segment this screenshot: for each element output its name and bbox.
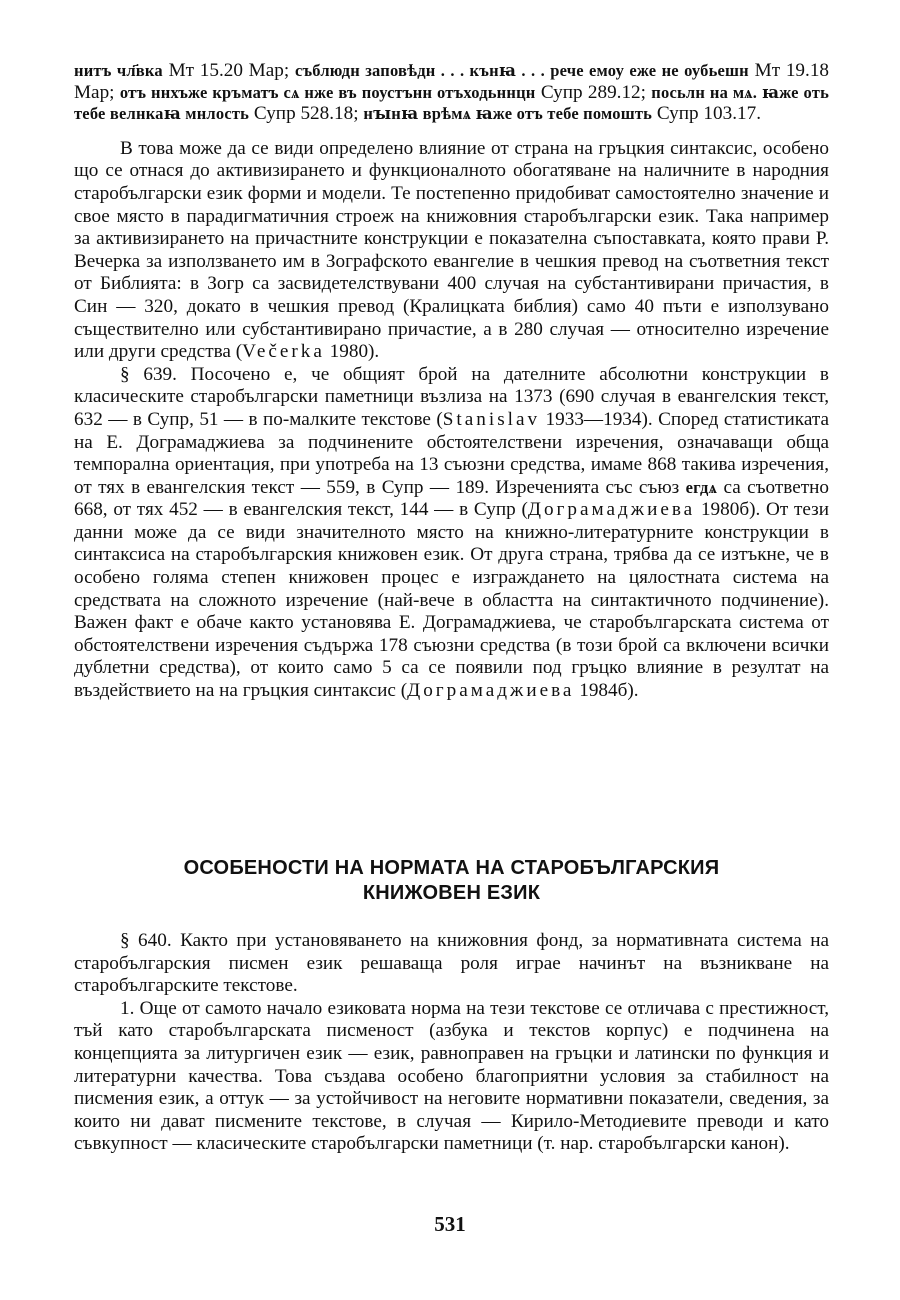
heading-line-1: ОСОБЕНОСТИ НА НОРМАТА НА СТАРОБЪЛГАРСКИЯ xyxy=(183,857,720,879)
page-number: 531 xyxy=(434,1212,466,1236)
paragraph-point-1: 1. Още от самото начало езиковата норма на тези текстове се отличава с престижност, тъй като старобългарската писменост (азбука и текстов корпус) е подчинена на концепцията за литургичен език — език, равноправен на гръцки и латински по функция и литературни качества. Това създава особено благоприятни условия за стабилност на писмения език, а оттук — за устойчивост на неговите нормативни показатели, сведения, за които ни дават писмените текстове, в случая — Кирило-Методиевите преводи и като съвкупност — класическите старобългарски паметници (т. нар. старобългарски канон). xyxy=(74,997,829,1155)
section-640 xyxy=(74,930,829,1156)
paragraph-text: § 639. Посочено е, че общият брой на дателните абсолютни конструкции в класическите старобългарски паметници възлиза на 1373 (690 случая в евангелския текст, 632 — в Супр, 51 — в по-малките текстове ( xyxy=(74,363,829,430)
page-body xyxy=(74,60,830,1155)
ocs-word: егдѧ xyxy=(685,477,718,497)
citation: Супр 528.18; xyxy=(249,103,364,125)
ocs-quote: отъ ннхъже кръматъ сѧ нже въ поустънн отъходьннцн xyxy=(119,82,536,102)
author-name: Дограмаджиева xyxy=(527,499,696,521)
paragraph-text: 1984б). xyxy=(574,680,639,702)
paragraph-text: В това може да се види определено влияние от страна на гръцкия синтаксис, особено що се отнася до активизирането и функционалното обогатяване на наличните в народния старобългарски език форми и модели. Те постепенно придобиват самостоятелно значение и свое място в парадигматичния строеж на книжовния старобългарски език. Така например за активизирането на причастните конструкции е показателна съпоставката, която прави Р. Вечерка за използването им в Зографското евангелие в чешкия превод на съответния текст от Библията: в Зогр са засвидетелствувани 400 случая на субстантивирани причастия, в Син — 320, докато в чешкия превод (Кралицката библия) само 40 пъти е използувано съществително или субстантивирано причастие, а в 280 случая — относително изречение или други средства ( xyxy=(74,137,829,363)
citation: Супр 289.12; xyxy=(535,81,652,103)
ocs-quote: посьлн на мѧ. ꙗже оть тебе велнкаꙗ мнлость xyxy=(74,82,829,124)
paragraph-text: 1933—1934). Според статистиката на Е. Дограмаджиева за подчинените обстоятелствени изречения, означаващи обща темпорална ориентация, при употреба на 13 съюзни средства, имаме 868 такива изречения, от тях в евангелския текст — 559, в Супр — 189. Изреченията със съюз xyxy=(74,408,829,498)
paragraph-examples xyxy=(74,60,829,125)
citation: Супр 103.17. xyxy=(652,103,761,125)
heading-line-2: КНИЖОВЕН ЕЗИК xyxy=(362,882,541,904)
citation: Мт 19.18 Мар; xyxy=(74,60,830,103)
paragraph-greek-influence xyxy=(74,138,829,364)
paragraph-text: 1980б). От тези данни може да се види значителното място на книжно-литературните конструкции в синтаксиса на старобългарския книжовен език. От друга страна, трябва да се изтъкне, че в особено голяма степен книжовен процес е изграждането на цялостната система на средствата на сложното изречение (най-вече в областта на синтактичното подчинение). Важен факт е обаче както установява Е. Дограмаджиева, че старобългарската система от обстоятелствени изречения съдържа 178 съюзни средства (в този брой са включени всички дублетни средства), от които само 5 са се появили под гръцко влияние в резултат на въздействието на на гръцкия синтаксис ( xyxy=(74,499,829,702)
paragraph-text: са съответно 668, от тях 452 — в евангелския текст, 144 — в Супр ( xyxy=(74,476,829,521)
paragraph-section-640: § 640. Както при установяването на книжовния фонд, за нормативната система на старобългарския писмен език решаваща роля играе начинът на възникване на старобългарските текстове. xyxy=(74,930,829,997)
ocs-quote: съблюдн заповѣдн . . . кънꙗ . . . рече емоу еже не оубьешн xyxy=(294,61,749,80)
paragraph-section-639 xyxy=(74,364,829,703)
paragraph-text: 1980). xyxy=(324,341,380,363)
ocs-quote: нꙑнꙗ врѣмѧ ꙗже отъ тебе помошть xyxy=(363,104,653,124)
citation: Мт 15.20 Мар; xyxy=(162,60,295,81)
author-name: Дограмаджиева xyxy=(407,680,575,702)
author-name: Večerka xyxy=(242,341,325,363)
section-heading xyxy=(74,856,829,906)
ocs-quote: нитъ чл҃вка xyxy=(74,61,163,80)
author-name: Stanislav xyxy=(442,408,541,430)
